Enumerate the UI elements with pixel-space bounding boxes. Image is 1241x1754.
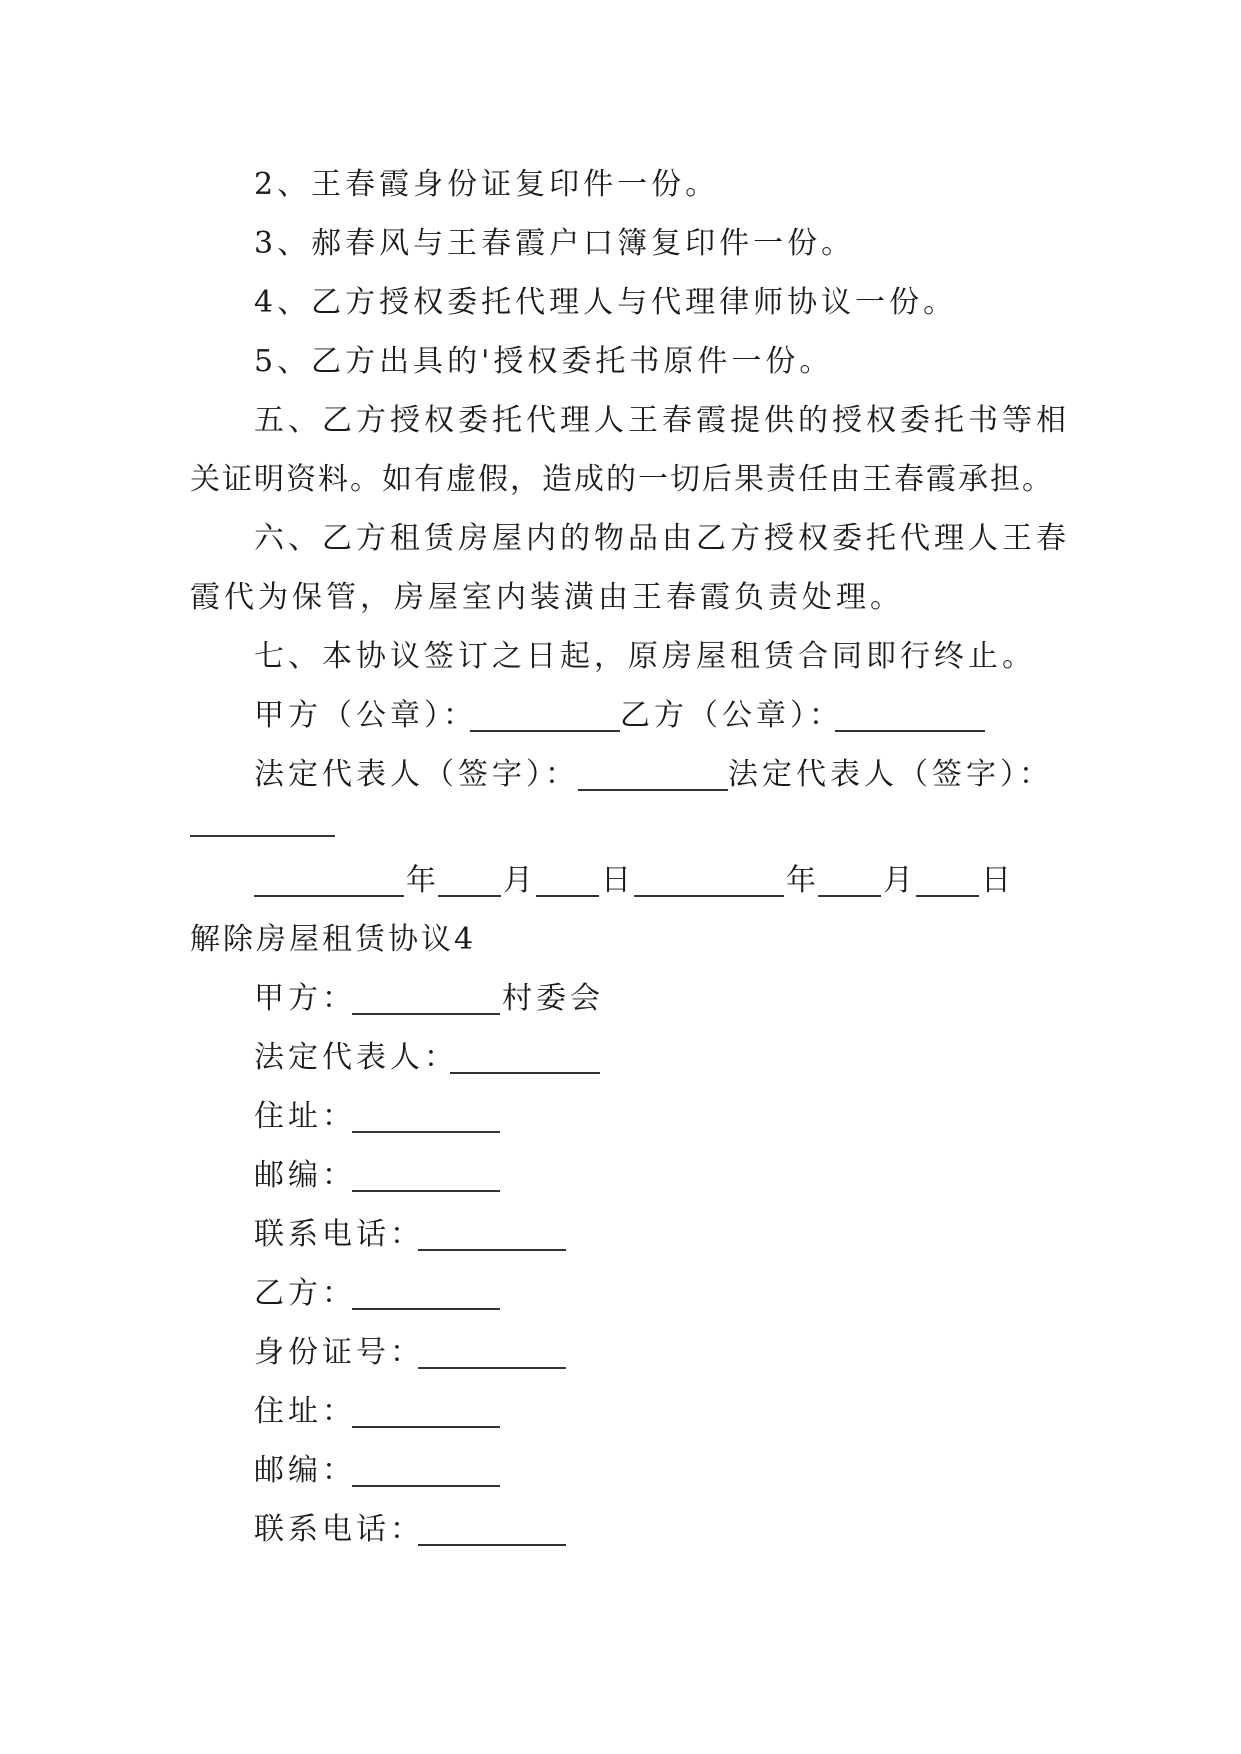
field-blank [418, 1249, 566, 1251]
clause-seven: 七、本协议签订之日起，原房屋租赁合同即行终止。 [254, 639, 1036, 674]
date-blank [438, 895, 501, 897]
signature-blank [835, 730, 985, 732]
year-label-a: 年 [406, 863, 440, 898]
list-item: 2、王春霞身份证复印件一份。 [254, 167, 720, 202]
field-blank [352, 1190, 500, 1192]
field-blank [418, 1367, 566, 1369]
address-label: 住址： [254, 1099, 356, 1134]
field-blank [352, 1131, 500, 1133]
postcode-label: 邮编： [254, 1453, 356, 1488]
day-label-b: 日 [981, 863, 1015, 898]
clause-six-line-2: 霞代为保管，房屋室内装潢由王春霞负责处理。 [190, 580, 904, 615]
section-title: 解除房屋租赁协议4 [190, 922, 477, 957]
clause-five-line-2: 关证明资料。如有虚假，造成的一切后果责任由王春霞承担。 [190, 462, 1054, 497]
postcode-label: 邮编： [254, 1158, 356, 1193]
legal-rep-a-label: 法定代表人（签字）： [254, 757, 579, 792]
legal-rep-b-label: 法定代表人（签字）： [728, 757, 1053, 792]
date-blank [634, 895, 784, 897]
signature-blank [470, 730, 620, 732]
legal-rep-label: 法定代表人： [254, 1040, 458, 1075]
address-label: 住址： [254, 1394, 356, 1429]
field-blank [450, 1072, 600, 1074]
field-blank [352, 1485, 500, 1487]
list-item: 5、乙方出具的'授权委托书原件一份。 [254, 344, 834, 379]
party-a-label: 甲方： [254, 981, 356, 1016]
year-label-b: 年 [786, 863, 820, 898]
party-b-seal-label: 乙方（公章）： [620, 698, 843, 733]
month-label-b: 月 [883, 863, 917, 898]
clause-six-line-1: 六、乙方租赁房屋内的物品由乙方授权委托代理人王春 [254, 521, 1070, 556]
id-number-label: 身份证号： [254, 1335, 424, 1370]
clause-five-line-1: 五、乙方授权委托代理人王春霞提供的授权委托书等相 [254, 403, 1070, 438]
field-blank [352, 1426, 500, 1428]
signature-blank [190, 835, 335, 837]
date-blank [536, 895, 599, 897]
village-committee-label: 村委会 [502, 981, 604, 1016]
list-item: 3、郝春风与王春霞户口簿复印件一份。 [254, 226, 856, 261]
phone-label: 联系电话： [254, 1512, 424, 1547]
day-label-a: 日 [601, 863, 635, 898]
phone-label: 联系电话： [254, 1217, 424, 1252]
date-blank [254, 895, 404, 897]
party-b-label: 乙方： [254, 1276, 356, 1311]
field-blank [352, 1013, 500, 1015]
field-blank [352, 1308, 500, 1310]
field-blank [418, 1544, 566, 1546]
date-blank [818, 895, 881, 897]
list-item: 4、乙方授权委托代理人与代理律师协议一份。 [254, 285, 958, 320]
party-a-seal-label: 甲方（公章）： [254, 698, 477, 733]
signature-blank [578, 789, 728, 791]
date-blank [916, 895, 979, 897]
month-label-a: 月 [503, 863, 537, 898]
